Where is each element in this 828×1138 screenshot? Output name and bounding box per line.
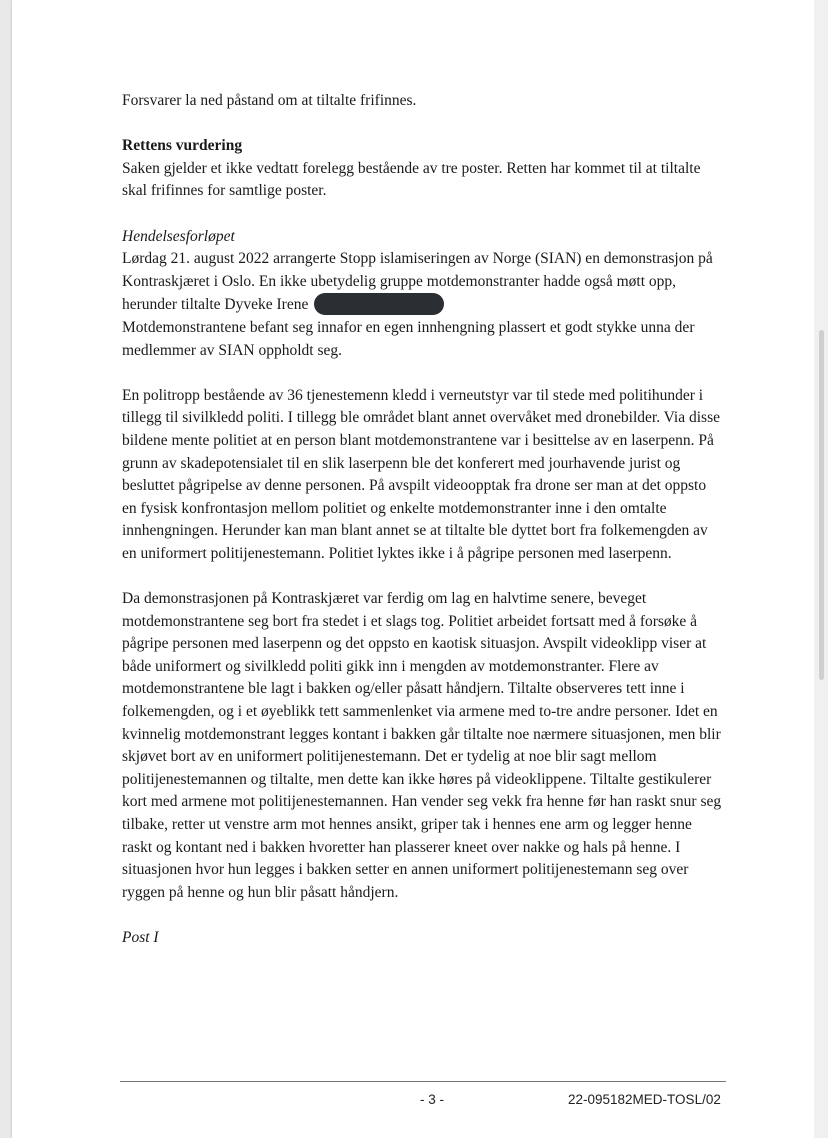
police-paragraph: En politropp bestående av 36 tjenestemenn kledd i verneutstyr var til stede med politihunder i tillegg til sivilkledd politi. I tillegg ble området blant annet overvåket med dronebilder. Via disse bildene mente politiet at en person blant motdemonstrantene var i besittelse av en laserpenn. På grunn av skadepotensialet til en slik laserpenn ble det konferert med jourhavende jurist og besluttet pågripelse av denne personen. På avspilt videoopptak fra drone ser man at det oppsto en fysisk konfrontasjon mellom politiet og enkelte motdemonstranter inne i den omtalte innhengningen. Herunder kan man blant annet se at tiltalte ble dyttet bort fra folkemengden av en uniformert politijenestemann. Politiet lyktes ikke i å pågripe personen med laserpenn. xyxy=(122,386,720,562)
document-page xyxy=(12,0,814,1138)
defense-claim-paragraph: Forsvarer la ned påstand om at tiltalte frifinnes. xyxy=(122,92,417,109)
vertical-scrollbar[interactable] xyxy=(814,0,828,1138)
events-text-before-redaction: Lørdag 21. august 2022 arrangerte Stopp islamiseringen av Norge (SIAN) en demonstrasjon på Kontraskjæret i Oslo. En ikke ubetydelig gruppe motdemonstranter hadde også møtt opp, herunder tiltalte Dyveke Irene xyxy=(122,250,713,314)
scrollbar-thumb[interactable] xyxy=(819,330,824,680)
page-number: - 3 - xyxy=(420,1092,445,1107)
procession-paragraph: Da demonstrasjonen på Kontraskjæret var ferdig om lag en halvtime senere, beveget motdemonstrantene seg bort fra stedet i et slags tog. Politiet arbeidet fortsatt med å forsøke å pågripe personen med laserpenn og det oppsto en kaotisk situasjon. Avspilt videoklipp viser at både uniformert og sivilkledd politi gikk inn i mengden av motdemonstranter. Flere av motdemonstrantene ble lagt i bakken og/eller påsatt håndjern. Tiltalte observeres tett inne i folkemengden, og i et øyeblikk tett sammenlenket via armene med to-tre andre personer. Idet en kvinnelig motdemonstrant legges kontant i bakken går tiltalte noe nærmere situasjonen, men blir skjøvet bort av en uniformert politijenestemann. Det er tydelig at noe blir sagt mellom politijenestemannen og tiltalte, men dette kan ikke høres på videoklippene. Tiltalte gestikulerer kort med armene mot politijenestemannen. Han vender seg vekk fra henne før han raskt snur seg tilbake, retter ut venstre arm mot hennes ansikt, griper tak i hennes ene arm og legger henne raskt og kontant ned i bakken hvoretter han plasserer kneet over nakke og hals på henne. I situasjonen hvor hun legges i bakken setter en annen uniformert politijenestemann seg over ryggen på henne og hun blir påsatt håndjern. xyxy=(122,590,722,901)
case-summary-paragraph: Saken gjelder et ikke vedtatt forelegg bestående av tre poster. Retten har kommet til at tiltalte skal frifinnes for samtlige poster. xyxy=(122,159,701,200)
court-assessment-heading: Rettens vurdering xyxy=(122,137,243,155)
events-subheading: Hendelsesforløpet xyxy=(122,227,235,245)
redaction-bar xyxy=(314,293,444,315)
post-one-subheading: Post I xyxy=(122,928,159,946)
document-body xyxy=(122,90,722,950)
events-text-after-redaction: Motdemonstrantene befant seg innafor en egen innhengning plassert et godt stykke unna der medlemmer av SIAN oppholdt seg. xyxy=(122,318,695,359)
case-number: 22-095182MED-TOSL/02 xyxy=(568,1092,721,1107)
events-paragraph xyxy=(122,248,722,362)
footer-divider xyxy=(120,1081,726,1082)
